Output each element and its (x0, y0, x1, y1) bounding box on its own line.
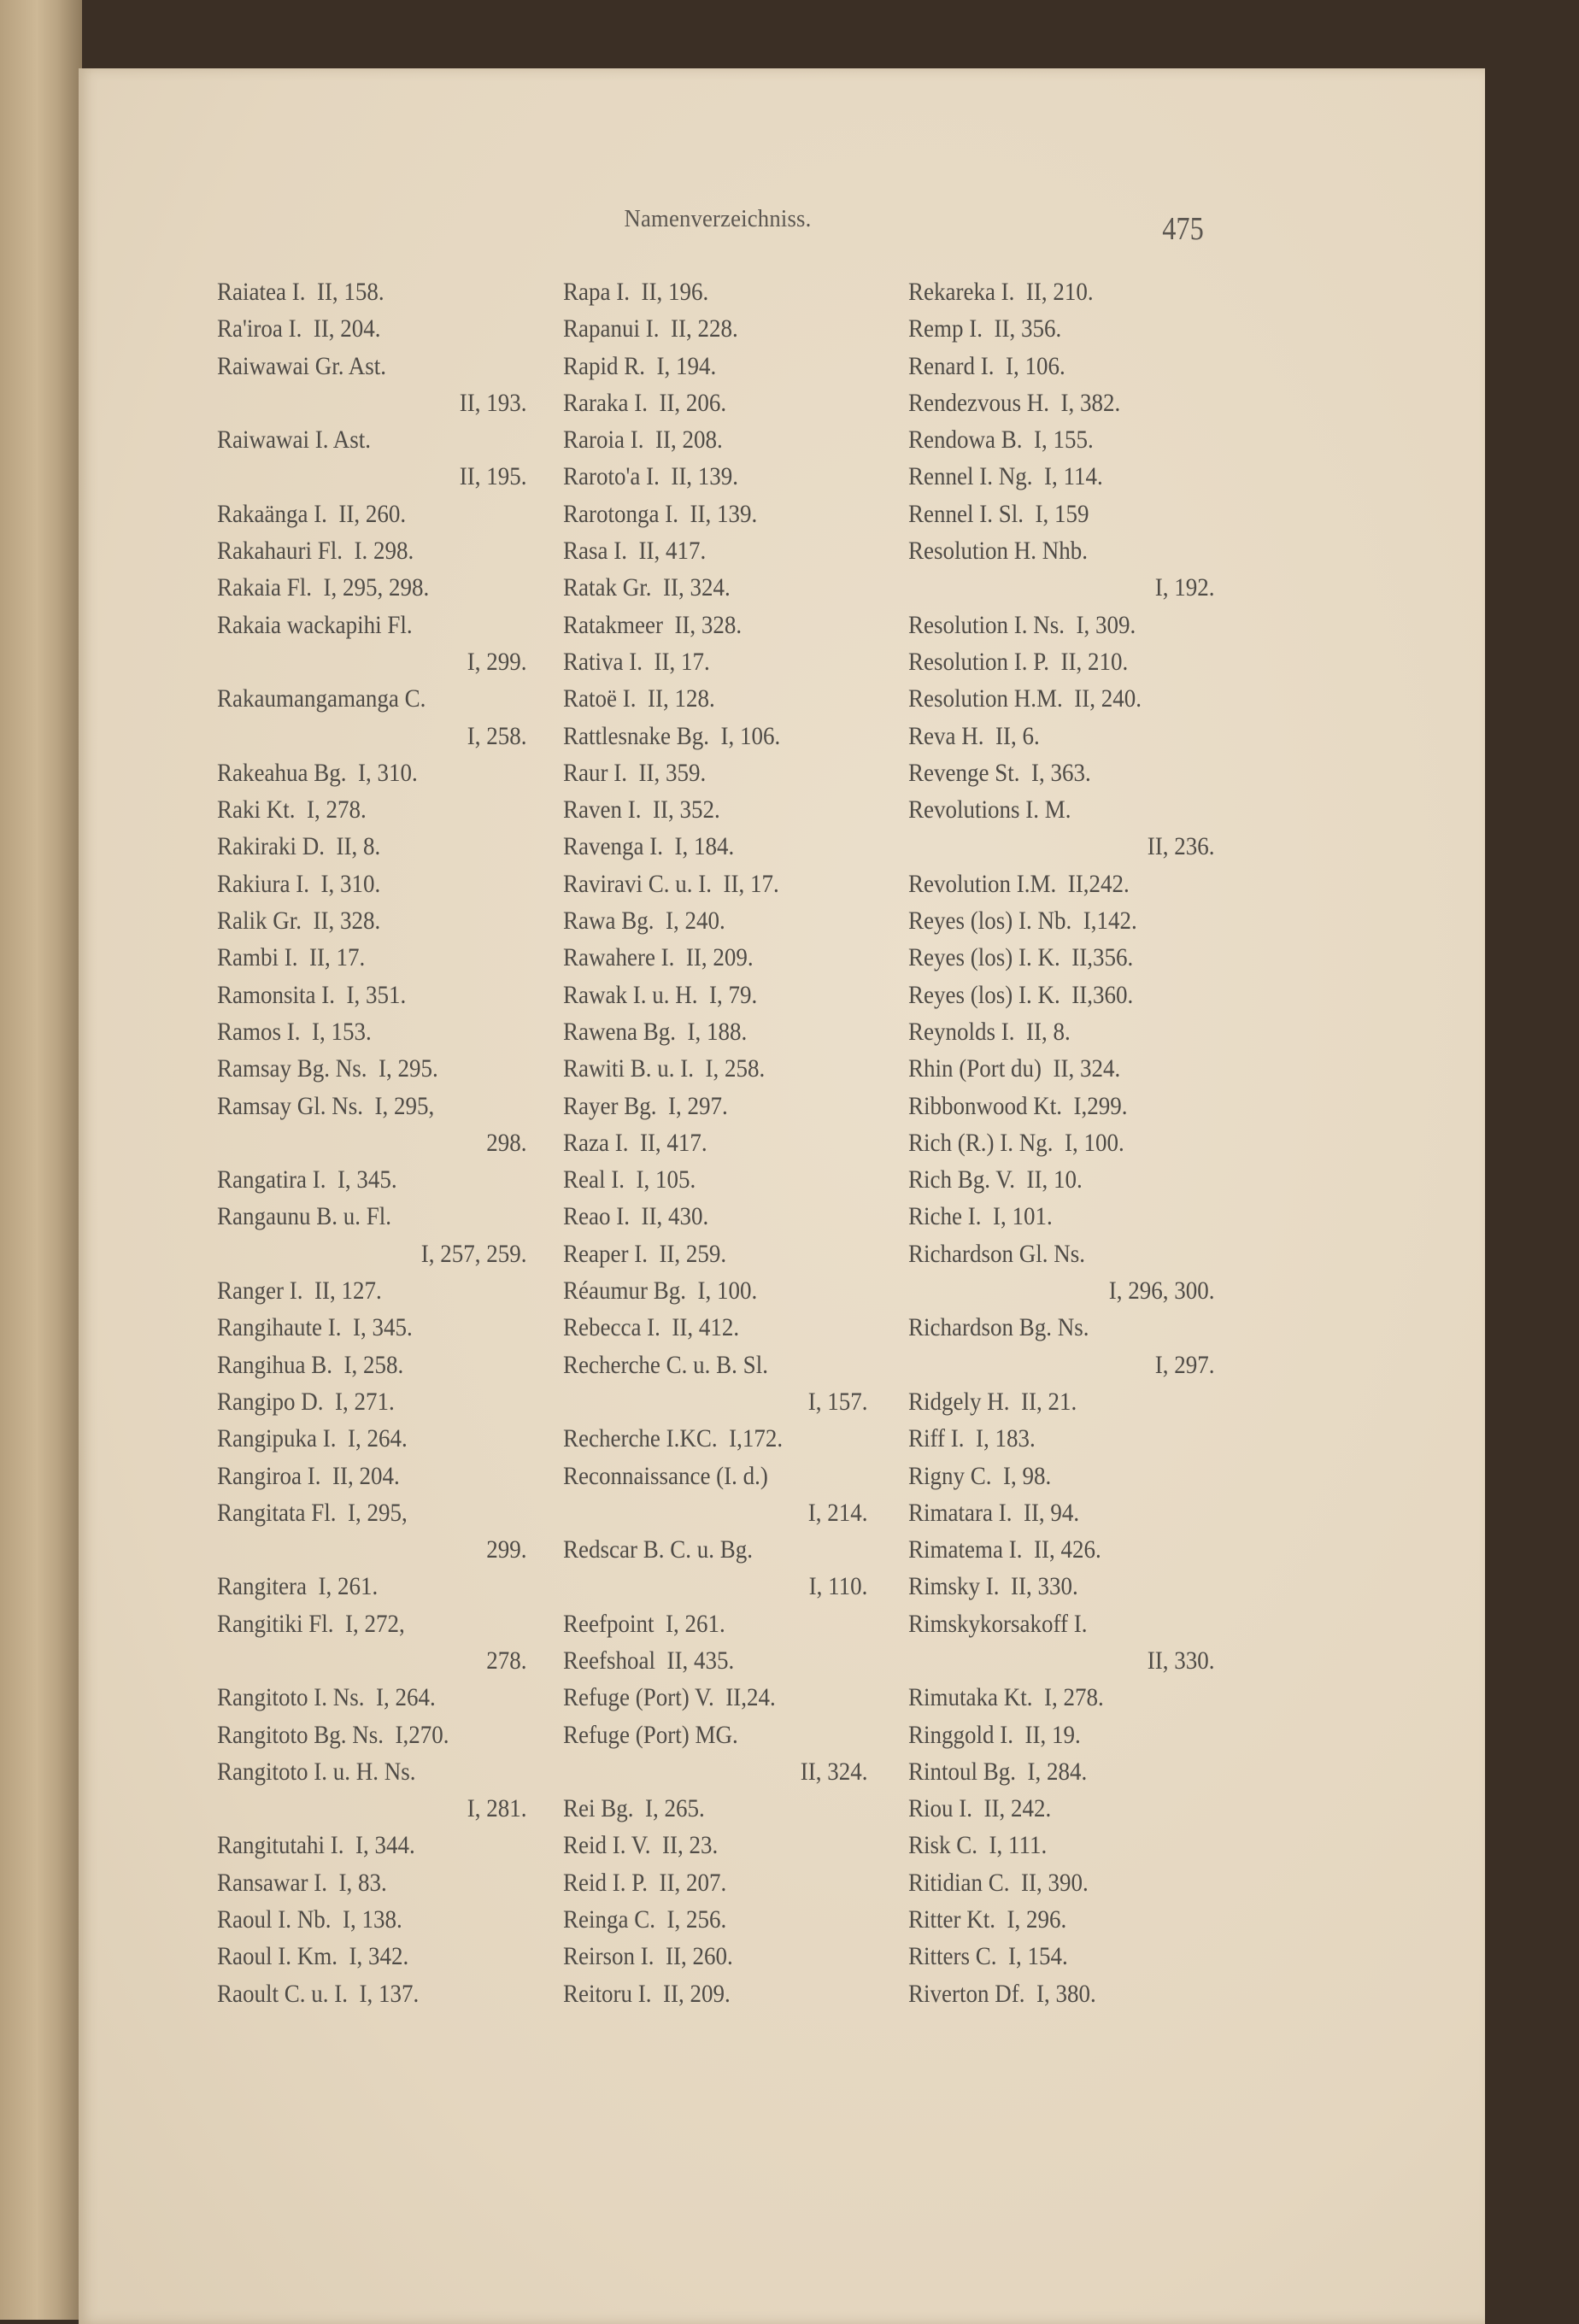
index-entry-text: Revenge St. I, 363. (908, 758, 1091, 787)
index-entry-text: Rangipo D. I, 271. (217, 1387, 395, 1416)
index-entry (563, 1938, 867, 1975)
index-entry-text: Rambi I. II, 17. (217, 943, 366, 972)
index-entry (908, 1938, 1214, 1975)
index-entry (563, 1272, 867, 1309)
index-column-2 (563, 273, 867, 2012)
index-entry-text: Reefshoal II, 435. (563, 1646, 735, 1675)
index-entry-text: Raki Kt. I, 278. (217, 795, 367, 825)
index-entry-text: Richardson Gl. Ns. (908, 1239, 1085, 1268)
index-entry-text: I, 192. (1154, 573, 1214, 602)
index-entry-text: Rimatema I. II, 426. (908, 1535, 1101, 1564)
index-entry (563, 1605, 867, 1642)
index-entry-text: Reynolds I. II, 8. (908, 1017, 1071, 1046)
index-entry-text: Rebecca I. II, 412. (563, 1313, 740, 1342)
index-entry (908, 1717, 1214, 1753)
index-entry-text: Rei Bg. I, 265. (563, 1794, 705, 1823)
index-entry (563, 680, 867, 717)
index-entry-text: Raza I. II, 417. (563, 1128, 707, 1157)
index-entry (217, 1938, 526, 1975)
index-entry (908, 1420, 1214, 1457)
index-entry-text: I, 157. (807, 1387, 867, 1416)
index-entry (563, 1124, 867, 1161)
index-entry-text: I, 281. (467, 1794, 526, 1823)
index-entry (217, 1568, 526, 1605)
index-entry (217, 902, 526, 939)
index-entry-continuation (908, 1272, 1214, 1309)
index-entry (563, 1050, 867, 1087)
index-entry-text: Riou I. II, 242. (908, 1794, 1052, 1823)
index-entry-text: Rimskykorsakoff I. (908, 1609, 1088, 1638)
index-entry-text: II, 236. (1147, 832, 1214, 861)
index-entry (563, 718, 867, 754)
index-entry (908, 458, 1214, 495)
index-entry-text: Rendowa B. I, 155. (908, 425, 1094, 455)
index-entry (217, 1088, 526, 1124)
index-entry-text: Reitoru I. II, 209. (563, 1979, 731, 2008)
index-entry-text: Reirson I. II, 260. (563, 1942, 733, 1971)
index-entry-text: Raur I. II, 359. (563, 758, 707, 787)
index-entry (563, 1790, 867, 1827)
index-entry (908, 532, 1214, 569)
index-entry-text: Rangitata Fl. I, 295, (217, 1498, 408, 1527)
index-entry-text: Recherche I.KC. I,172. (563, 1424, 784, 1453)
index-entry-continuation (217, 643, 526, 680)
index-entry (563, 1309, 867, 1346)
index-entry-text: Ramsay Bg. Ns. I, 295. (217, 1054, 438, 1083)
index-entry-text: I, 297. (1154, 1350, 1214, 1379)
index-entry-text: Renard I. I, 106. (908, 351, 1065, 380)
index-entry-text: Ralik Gr. II, 328. (217, 907, 381, 936)
index-entry-text: Rakaia Fl. I, 295, 298. (217, 573, 430, 602)
index-entry-text: II, 195. (459, 462, 526, 491)
index-entry-text: Rawiti B. u. I. I, 258. (563, 1054, 766, 1083)
index-entry (908, 902, 1214, 939)
index-entry-text: Reyes (los) I. K. II,356. (908, 943, 1134, 972)
index-entry (563, 273, 867, 310)
index-entry (908, 643, 1214, 680)
index-entry (563, 1975, 867, 2012)
index-entry-continuation (563, 1568, 867, 1605)
index-entry (908, 607, 1214, 643)
index-entry-text: Raroto'a I. II, 139. (563, 462, 739, 491)
index-entry-continuation (217, 458, 526, 495)
index-entry-text: Rich (R.) I. Ng. I, 100. (908, 1128, 1124, 1157)
index-entry-continuation (217, 1642, 526, 1679)
index-entry (908, 680, 1214, 717)
index-entry-text: Remp I. II, 356. (908, 314, 1062, 343)
index-column-3 (908, 273, 1214, 2012)
index-entry (908, 791, 1214, 828)
index-entry (217, 866, 526, 902)
index-entry-text: I, 296, 300. (1108, 1276, 1214, 1306)
index-entry-text: Riff I. I, 183. (908, 1424, 1036, 1453)
index-entry (563, 791, 867, 828)
index-entry (908, 754, 1214, 791)
index-entry (563, 607, 867, 643)
index-entry-text: Ra'iroa I. II, 204. (217, 314, 381, 343)
index-entry-continuation (908, 1347, 1214, 1383)
index-entry (563, 866, 867, 902)
index-entry-text: I, 299. (467, 647, 526, 676)
index-entry (563, 348, 867, 384)
index-entry (908, 310, 1214, 347)
index-entry-text: Raoult C. u. I. I, 137. (217, 1979, 420, 2008)
index-entry (563, 643, 867, 680)
index-entry-text: Raven I. II, 352. (563, 795, 720, 825)
index-entry (217, 1309, 526, 1346)
index-entry-text: Risk C. I, 111. (908, 1831, 1048, 1860)
index-entry (908, 273, 1214, 310)
index-entry-continuation (217, 1790, 526, 1827)
index-entry-text: Rawak I. u. H. I, 79. (563, 980, 758, 1009)
index-entry (217, 1198, 526, 1235)
index-entry (563, 1198, 867, 1235)
index-entry-continuation (563, 1494, 867, 1531)
index-entry-text: II, 330. (1147, 1646, 1214, 1675)
index-entry-continuation (908, 828, 1214, 865)
index-entry (908, 1901, 1214, 1938)
index-entry (217, 1827, 526, 1863)
index-entry-text: Reyes (los) I. Nb. I,142. (908, 907, 1137, 936)
index-entry-text: Rimsky I. II, 330. (908, 1572, 1078, 1601)
index-entry (217, 1161, 526, 1198)
index-entry-text: Rangitera I, 261. (217, 1572, 379, 1601)
index-entry-text: Ranger I. II, 127. (217, 1276, 382, 1306)
index-entry (217, 754, 526, 791)
index-entry (908, 1827, 1214, 1863)
index-entry (217, 310, 526, 347)
index-entry (217, 1458, 526, 1494)
index-entry (908, 1198, 1214, 1235)
index-entry-text: Resolution H. Nhb. (908, 537, 1089, 566)
index-entry-text: Rimutaka Kt. I, 278. (908, 1683, 1104, 1712)
index-entry (908, 1309, 1214, 1346)
index-entry (563, 1088, 867, 1124)
index-entry-text: Ratakmeer II, 328. (563, 610, 743, 639)
index-entry-text: Ritters C. I, 154. (908, 1942, 1068, 1971)
index-entry (217, 1272, 526, 1309)
index-entry (563, 1679, 867, 1716)
index-entry (908, 1088, 1214, 1124)
index-entry (908, 1013, 1214, 1050)
index-entry (563, 1458, 867, 1494)
index-entry-text: Rapanui I. II, 228. (563, 314, 738, 343)
index-entry-text: Real I. I, 105. (563, 1165, 696, 1194)
index-entry-text: Rangitutahi I. I, 344. (217, 1831, 415, 1860)
index-entry-text: Refuge (Port) MG. (563, 1720, 738, 1749)
index-entry (563, 458, 867, 495)
index-entry (217, 273, 526, 310)
index-entry (908, 496, 1214, 532)
index-entry-continuation (217, 1531, 526, 1568)
index-entry-text: Rennel I. Sl. I, 159 (908, 499, 1089, 528)
index-entry-text: Ritidian C. II, 390. (908, 1868, 1089, 1897)
index-entry-text: I, 110. (808, 1572, 867, 1601)
index-entry (563, 1901, 867, 1938)
index-entry (563, 310, 867, 347)
index-entry (908, 1235, 1214, 1272)
index-entry (217, 1383, 526, 1420)
index-entry-text: Rativa I. II, 17. (563, 647, 710, 676)
index-entry (908, 1753, 1214, 1790)
index-entry (563, 902, 867, 939)
index-entry-continuation (908, 569, 1214, 606)
index-entry-text: Reid I. V. II, 23. (563, 1831, 719, 1860)
index-entry (217, 977, 526, 1013)
index-column-1 (217, 273, 526, 2012)
index-entry (908, 1494, 1214, 1531)
index-entry (908, 1161, 1214, 1198)
index-entry-text: Raraka I. II, 206. (563, 388, 727, 417)
index-entry (563, 754, 867, 791)
index-entry-text: Riverton Df. I, 380. (908, 1979, 1096, 2008)
index-entry (563, 421, 867, 458)
index-entry-text: Riche I. I, 101. (908, 1202, 1053, 1231)
index-entry-text: Rakaumangamanga C. (217, 684, 426, 713)
index-entry-text: Rangitoto I. Ns. I, 264. (217, 1683, 436, 1712)
index-entry (563, 384, 867, 421)
index-entry (563, 1827, 867, 1863)
index-entry-text: Rakiraki D. II, 8. (217, 832, 381, 861)
index-entry-text: Ritter Kt. I, 296. (908, 1905, 1067, 1934)
index-entry-text: Resolution H.M. II, 240. (908, 684, 1142, 713)
index-entry (563, 1717, 867, 1753)
index-entry-text: Reaper I. II, 259. (563, 1239, 727, 1268)
index-entry (908, 1605, 1214, 1642)
index-entry (217, 1347, 526, 1383)
index-entry-text: Rangipuka I. I, 264. (217, 1424, 408, 1453)
index-entry-continuation (217, 1235, 526, 1272)
index-entry-text: 299. (485, 1535, 526, 1564)
index-entry (563, 828, 867, 865)
index-entry-continuation (563, 1383, 867, 1420)
index-entry-text: Rapa I. II, 196. (563, 278, 709, 306)
index-entry (908, 421, 1214, 458)
index-entry (563, 1642, 867, 1679)
index-entry-text: Redscar B. C. u. Bg. (563, 1535, 753, 1564)
index-entry-text: Rangihaute I. I, 345. (217, 1313, 413, 1342)
index-entry (908, 1050, 1214, 1087)
index-entry (217, 1494, 526, 1531)
index-entry-text: Rakiura I. I, 310. (217, 869, 381, 898)
index-entry-text: Raiwawai Gr. Ast. (217, 351, 386, 380)
index-entry (217, 1975, 526, 2012)
index-entry-text: Rekareka I. II, 210. (908, 278, 1094, 306)
index-entry-text: Rich Bg. V. II, 10. (908, 1165, 1083, 1194)
index-entry-text: Ramos I. I, 153. (217, 1017, 372, 1046)
index-entry (217, 496, 526, 532)
index-entry-text: Rangitiki Fl. I, 272, (217, 1609, 405, 1638)
index-entry-text: Rangitoto Bg. Ns. I,270. (217, 1720, 449, 1749)
index-entry-text: Reva H. II, 6. (908, 721, 1040, 750)
index-entry-text: Raoul I. Km. I, 342. (217, 1942, 409, 1971)
running-head: Namenverzeichniss. (624, 205, 812, 232)
index-entry-text: Rakahauri Fl. I. 298. (217, 537, 414, 566)
index-entry-text: Ridgely H. II, 21. (908, 1387, 1077, 1416)
index-entry-text: Rangiroa I. II, 204. (217, 1461, 400, 1490)
index-entry (563, 939, 867, 976)
index-entry-text: Reyes (los) I. K. II,360. (908, 980, 1134, 1009)
index-entry (217, 1901, 526, 1938)
index-entry-text: I, 214. (807, 1498, 867, 1527)
index-entry-text: Raroia I. II, 208. (563, 425, 723, 455)
index-entry-text: Rennel I. Ng. I, 114. (908, 462, 1103, 491)
index-entry (217, 348, 526, 384)
index-entry-text: Rangitoto I. u. H. Ns. (217, 1757, 416, 1786)
index-entry (908, 1975, 1214, 2012)
index-entry (563, 532, 867, 569)
index-entry-text: Ravenga I. I, 184. (563, 832, 735, 861)
index-entry (563, 1013, 867, 1050)
index-entry (217, 680, 526, 717)
index-entry-text: Rangaunu B. u. Fl. (217, 1202, 392, 1231)
index-entry (217, 1605, 526, 1642)
index-entry (217, 569, 526, 606)
index-entry-text: Reao I. II, 430. (563, 1202, 709, 1231)
index-entry-text: 278. (485, 1646, 526, 1675)
index-entry-text: I, 257, 259. (420, 1239, 526, 1268)
index-entry (217, 1864, 526, 1901)
index-entry-text: Rintoul Bg. I, 284. (908, 1757, 1088, 1786)
index-entry-text: Reid I. P. II, 207. (563, 1868, 727, 1897)
index-entry (563, 1347, 867, 1383)
index-entry-continuation (563, 1753, 867, 1790)
page-number: 475 (1162, 211, 1204, 247)
index-entry-text: Rangihua B. I, 258. (217, 1350, 404, 1379)
index-entry-text: Rakaia wackapihi Fl. (217, 610, 413, 639)
index-entry (217, 421, 526, 458)
index-entry (217, 607, 526, 643)
index-entry-text: Rhin (Port du) II, 324. (908, 1054, 1121, 1083)
index-entry-text: Ratak Gr. II, 324. (563, 573, 731, 602)
index-entry (217, 1013, 526, 1050)
index-entry (217, 1050, 526, 1087)
index-entry (908, 977, 1214, 1013)
index-entry (908, 1458, 1214, 1494)
index-entry-text: Reinga C. I, 256. (563, 1905, 727, 1934)
index-entry-text: Revolution I.M. II,242. (908, 869, 1130, 898)
index-entry-text: Resolution I. P. II, 210. (908, 647, 1129, 676)
index-entry-continuation (217, 1124, 526, 1161)
index-entry (563, 1235, 867, 1272)
index-entry-text: Refuge (Port) V. II,24. (563, 1683, 776, 1712)
index-entry-text: Rigny C. I, 98. (908, 1461, 1052, 1490)
index-entry (563, 569, 867, 606)
index-entry-text: Rawena Bg. I, 188. (563, 1017, 748, 1046)
index-entry (217, 532, 526, 569)
index-entry-text: Ribbonwood Kt. I,299. (908, 1091, 1128, 1120)
index-entry (563, 496, 867, 532)
index-entry-text: Ringgold I. II, 19. (908, 1720, 1081, 1749)
index-entry (563, 1161, 867, 1198)
index-entry-text: Rakaänga I. II, 260. (217, 499, 407, 528)
index-entry (908, 1864, 1214, 1901)
index-entry (563, 1531, 867, 1568)
index-entry-text: Richardson Bg. Ns. (908, 1313, 1089, 1342)
index-entry-text: Rakeahua Bg. I, 310. (217, 758, 418, 787)
index-entry-text: Rarotonga I. II, 139. (563, 499, 758, 528)
index-entry-text: Recherche C. u. B. Sl. (563, 1350, 768, 1379)
index-entry-text: Ratoë I. II, 128. (563, 684, 715, 713)
index-entry (217, 1717, 526, 1753)
index-entry (563, 1420, 867, 1457)
index-entry (908, 1568, 1214, 1605)
index-entry-text: II, 324. (800, 1757, 867, 1786)
index-entry (217, 828, 526, 865)
index-entry (908, 718, 1214, 754)
index-entry-text: Réaumur Bg. I, 100. (563, 1276, 758, 1306)
index-entry (908, 1124, 1214, 1161)
index-entry-text: Revolutions I. M. (908, 795, 1071, 825)
index-entry-text: Resolution I. Ns. I, 309. (908, 610, 1136, 639)
index-entry-text: Ramsay Gl. Ns. I, 295, (217, 1091, 435, 1120)
index-entry-text: Raviravi C. u. I. II, 17. (563, 869, 779, 898)
index-entry-text: Raoul I. Nb. I, 138. (217, 1905, 402, 1934)
index-entry-text: Rawahere I. II, 209. (563, 943, 754, 972)
index-entry (908, 1383, 1214, 1420)
index-entry-text: Raiatea I. II, 158. (217, 278, 384, 306)
index-entry (908, 384, 1214, 421)
index-entry-text: Rapid R. I, 194. (563, 351, 717, 380)
index-entry-text: Rendezvous H. I, 382. (908, 388, 1121, 417)
index-entry-text: Raiwawai I. Ast. (217, 425, 371, 455)
index-entry (217, 1420, 526, 1457)
index-entry-text: Rangatira I. I, 345. (217, 1165, 397, 1194)
index-entry-text: 298. (485, 1128, 526, 1157)
index-entry-text: Rasa I. II, 417. (563, 537, 707, 566)
index-entry-continuation (217, 718, 526, 754)
index-entry-text: Reefpoint I, 261. (563, 1609, 725, 1638)
index-entry-text: Ramonsita I. I, 351. (217, 980, 407, 1009)
index-entry-text: Rattlesnake Bg. I, 106. (563, 721, 781, 750)
index-entry-text: Rayer Bg. I, 297. (563, 1091, 728, 1120)
index-entry (217, 1679, 526, 1716)
book-spine-edge (0, 0, 82, 2320)
index-entry (217, 939, 526, 976)
index-entry-text: II, 193. (459, 388, 526, 417)
index-entry (217, 791, 526, 828)
index-entry (908, 1679, 1214, 1716)
index-entry (908, 866, 1214, 902)
index-entry-text: Rawa Bg. I, 240. (563, 907, 725, 936)
index-entry (908, 939, 1214, 976)
index-entry (563, 977, 867, 1013)
index-entry (217, 1753, 526, 1790)
index-entry (908, 1531, 1214, 1568)
index-entry (563, 1864, 867, 1901)
index-entry-text: Reconnaissance (I. d.) (563, 1461, 768, 1490)
index-entry-text: Rimatara I. II, 94. (908, 1498, 1080, 1527)
index-entry (908, 1790, 1214, 1827)
index-entry-continuation (908, 1642, 1214, 1679)
index-entry-text: I, 258. (467, 721, 526, 750)
index-entry (908, 348, 1214, 384)
index-entry-text: Ransawar I. I, 83. (217, 1868, 387, 1897)
index-entry-continuation (217, 384, 526, 421)
